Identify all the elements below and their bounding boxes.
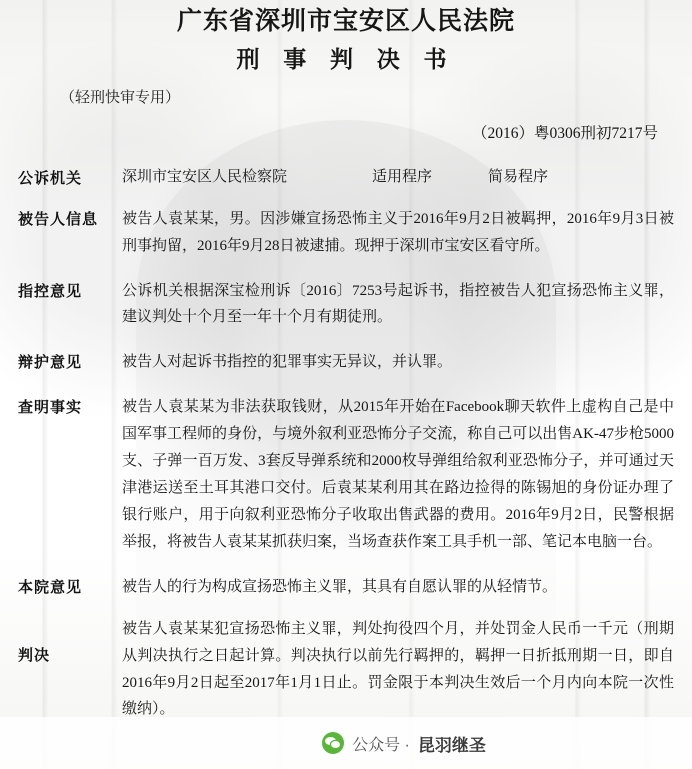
row-facts xyxy=(18,394,674,556)
row-judgment xyxy=(18,616,674,723)
procedure-label: 适用程序 xyxy=(372,169,433,186)
document-note: （轻刑快审专用） xyxy=(60,90,181,107)
prosecutor-label: 公诉机关 xyxy=(18,171,83,188)
footer-account-name: 昆羽继圣 xyxy=(417,735,486,755)
facts-text: 被告人袁某某为非法获取钱财，从2015年开始在Facebook聊天软件上虚构自己是中国军事工程师的身份，与境外叙利亚恐怖分子交流，称自己可以出售AK-47步枪5000支、子弹一百万发、3套反导弹系统和2000枚导弹组给叙利亚恐怖分子，并可通过天津港运送至土耳其港口交付。后袁某某利用其在路边捡得的陈锡旭的身份证办理了银行账户，用于向叙利亚恐怖分子收取出售武器的费用。2016年9月2日，民警根据举报，将被告人袁某某抓获归案，当场查获作案工具手机一部、笔记本电脑一台。 xyxy=(122,398,674,550)
defendant-label: 被告人信息 xyxy=(18,212,99,229)
row-prosecutor xyxy=(18,165,674,188)
row-court-opinion xyxy=(18,574,674,601)
procedure-value: 简易程序 xyxy=(488,169,549,186)
footer-credit xyxy=(322,731,486,756)
court-title: 广东省深圳市宝安区人民法院 xyxy=(176,8,515,35)
wechat-icon xyxy=(322,732,344,754)
row-defendant-info xyxy=(18,206,674,259)
defense-label: 辩护意见 xyxy=(18,355,83,371)
case-number: （2016）粤0306刑初7217号 xyxy=(471,125,658,143)
accusation-label: 指控意见 xyxy=(18,283,83,300)
prosecutor-organ: 深圳市宝安区人民检察院 xyxy=(122,169,288,186)
accusation-text: 公诉机关根据深宝检刑诉〔2016〕7253号起诉书，指控被告人犯宣扬恐怖主义罪，建议判处十个月至一年十个月有期徒刑。 xyxy=(122,282,674,326)
court-opinion-label: 本院意见 xyxy=(18,579,83,596)
defendant-text: 被告人袁某某，男。因涉嫌宣扬恐怖主义于2016年9月2日被羁押，2016年9月3日被刑事拘留，2016年9月28日被逮捕。现押于深圳市宝安区看守所。 xyxy=(122,211,674,254)
document-type-title: 刑 事 判 决 书 xyxy=(236,47,456,73)
row-accusation xyxy=(18,278,674,331)
facts-label: 查明事实 xyxy=(18,399,83,416)
footer-label: 公众号 · xyxy=(352,736,410,754)
row-defense xyxy=(18,349,674,376)
defense-text: 被告人对起诉书指控的犯罪事实无异议，并认罪。 xyxy=(122,354,453,370)
footer-watermark-bar xyxy=(0,717,692,769)
judgment-text: 被告人袁某某犯宣扬恐怖主义罪，判处拘役四个月，并处罚金人民币一千元（刑期从判决执行之日起计算。判决执行以前先行羁押的，羁押一日折抵刑期一日，即自2016年9月2日起至2017年1月1日止。罚金限于本判决生效后一个月内向本院一次性缴纳）。 xyxy=(122,621,674,718)
court-opinion-text: 被告人的行为构成宣扬恐怖主义罪，其具有自愿认罪的从轻情节。 xyxy=(122,578,558,595)
judgment-label: 判决 xyxy=(18,648,51,665)
